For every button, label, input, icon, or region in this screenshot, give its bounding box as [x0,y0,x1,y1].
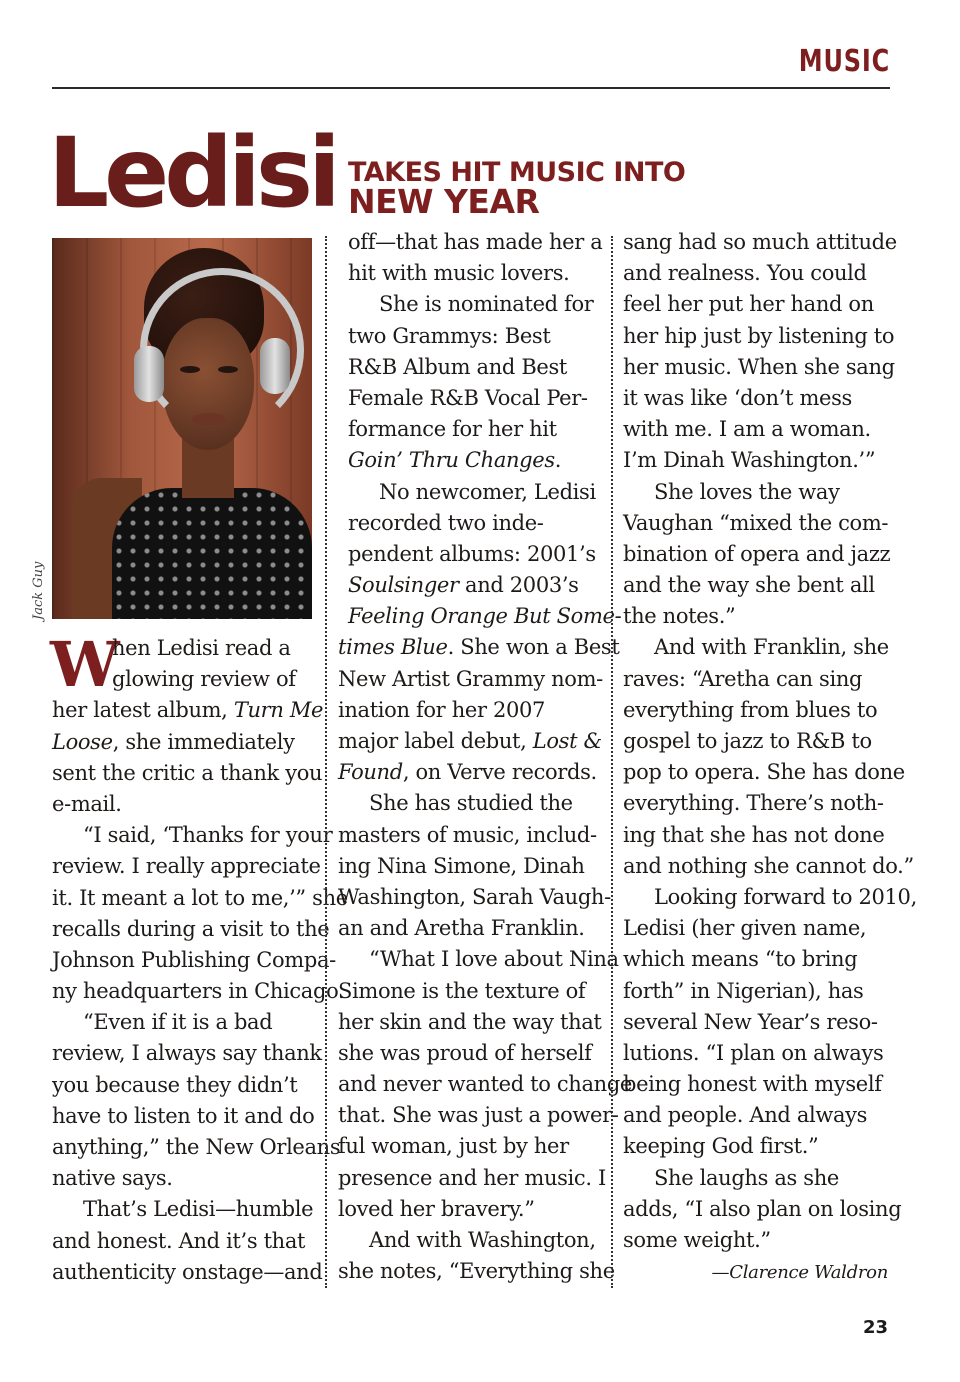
text-line: adds, “I also plan on losing [623,1196,902,1221]
text-line: lutions. “I plan on always [623,1040,884,1065]
text-line: No newcomer, Ledisi [379,479,596,504]
text-line: Found, on Verve records. [338,760,597,785]
text-line: “Even if it is a bad [83,1010,273,1035]
text-line: ing Nina Simone, Dinah [338,853,585,878]
text-line: authenticity onstage—and [52,1259,323,1284]
text-line: being honest with myself [623,1072,882,1097]
text-line: and the way she bent all [623,573,875,598]
text-line: That’s Ledisi—humble [83,1197,314,1222]
text-line: ful woman, just by her [338,1134,569,1159]
text-line: it. It meant a lot to me,’” she [52,885,348,910]
text-line: pop to opera. She has done [623,760,905,785]
text-line: some weight.” [623,1228,771,1252]
text-line: Washington, Sarah Vaugh- [338,884,611,909]
text-line: sang had so much attitude [623,230,897,254]
text-line: And with Franklin, she [654,635,889,660]
text-line: presence and her music. I [338,1165,606,1190]
text-line: Soulsinger and 2003’s [348,573,579,598]
text-line: and people. And always [623,1103,868,1128]
article-column-2 [338,227,632,1287]
headline-subhead [347,157,686,221]
text-line: Female R&B Vocal Per- [348,385,588,410]
text-line: ing that she has not done [623,822,885,847]
text-line: anything,” the New Orleans [52,1135,341,1159]
text-line: Johnson Publishing Compa- [52,947,336,972]
text-line: her skin and the way that [338,1009,602,1034]
text-line: you because they didn’t [52,1072,298,1097]
text-line: Simone is the texture of [338,978,586,1003]
headline-name: Ledisi [48,117,336,229]
text-line: major label debut, Lost & [338,729,602,753]
text-line: and honest. And it’s that [52,1228,306,1253]
text-line: sent the critic a thank you [52,760,323,785]
text-line: she notes, “Everything she [338,1259,615,1284]
text-line: and realness. You could [623,261,867,286]
text-line: She loves the way [654,479,840,504]
text-line: feel her put her hand on [623,292,874,317]
text-line: ny headquarters in Chicago. [52,979,345,1004]
text-line: She laughs as she [654,1165,839,1190]
studded-top [112,488,312,619]
article-column-1 [50,628,348,1288]
text-line: native says. [52,1166,173,1191]
text-line: raves: “Aretha can sing [623,666,863,691]
artist-photo [52,238,312,619]
text-line: “I said, ‘Thanks for your [83,823,333,848]
text-line: her hip just by listening to [623,323,895,348]
text-line: gospel to jazz to R&B to [623,729,872,753]
text-line: She is nominated for [379,292,594,317]
text-line: her music. When she sang [623,354,895,379]
text-line: review, I always say thank [52,1041,322,1066]
text-line: review. I really appreciate [52,854,321,879]
text-line: Feeling Orange But Some- [348,604,622,629]
text-line: it was like ‘don’t mess [623,385,852,410]
photo-credit: Jack Guy [31,561,46,620]
byline: —Clarence Waldron [711,1262,888,1283]
text-line: glowing review of [112,667,296,692]
text-line: ination for her 2007 [338,697,545,722]
text-line: hit with music lovers. [348,261,570,286]
text-line: And with Washington, [369,1228,596,1252]
text-line: and nothing she cannot do.” [623,853,914,878]
text-line: she was proud of herself [338,1040,592,1065]
text-line: an and Aretha Franklin. [338,916,585,941]
text-line: pendent albums: 2001’s [348,541,596,566]
text-line: keeping God first.” [623,1134,819,1159]
column-divider-2 [611,236,613,1288]
drop-cap: W [50,628,120,701]
text-line: e-mail. [52,791,122,816]
text-line: the notes.” [623,604,736,629]
subhead-line-2: NEW YEAR [347,182,540,221]
text-line: have to listen to it and do [52,1103,315,1128]
text-line: that. She was just a power- [338,1103,619,1128]
text-line: masters of music, includ- [338,822,597,847]
text-line: which means “to bring [623,947,858,972]
text-line: everything. There’s noth- [623,791,884,816]
column-divider-1 [325,236,327,1288]
text-line: forth” in Nigerian), has [623,978,864,1003]
text-line: everything from blues to [623,697,878,722]
text-line: with me. I am a woman. [623,417,871,442]
text-line: recalls during a visit to the [52,916,330,941]
text-line: her latest album, Turn Me [52,698,324,723]
text-line: Ledisi (her given name, [623,916,867,941]
text-line: Goin’ Thru Changes. [348,448,562,473]
text-line: loved her bravery.” [338,1196,535,1221]
text-line: recorded two inde- [348,510,544,535]
text-line: R&B Album and Best [348,354,567,379]
text-line: off—that has made her a [348,230,603,254]
subhead-line-1: TAKES HIT MUSIC INTO [347,157,686,188]
text-line: bination of opera and jazz [623,541,891,566]
headline [48,117,686,229]
article-column-3 [623,227,917,1256]
text-line: Vaughan “mixed the com- [623,510,889,535]
text-line: times Blue. She won a Best [338,635,620,660]
text-line: Loose, she immediately [52,729,295,754]
text-line: I’m Dinah Washington.’” [623,448,876,473]
text-line: formance for her hit [348,417,557,442]
page-number: 23 [862,1317,888,1338]
text-line: hen Ledisi read a [112,636,291,660]
text-line: She has studied the [369,791,573,816]
section-label: MUSIC [798,44,890,79]
text-line: two Grammys: Best [348,323,551,348]
text-line: “What I love about Nina [369,947,619,972]
text-line: several New Year’s reso- [623,1009,878,1034]
text-line: and never wanted to change [338,1072,632,1097]
text-line: Looking forward to 2010, [654,884,917,909]
header-rule [52,87,890,89]
text-line: New Artist Grammy nom- [338,666,603,691]
